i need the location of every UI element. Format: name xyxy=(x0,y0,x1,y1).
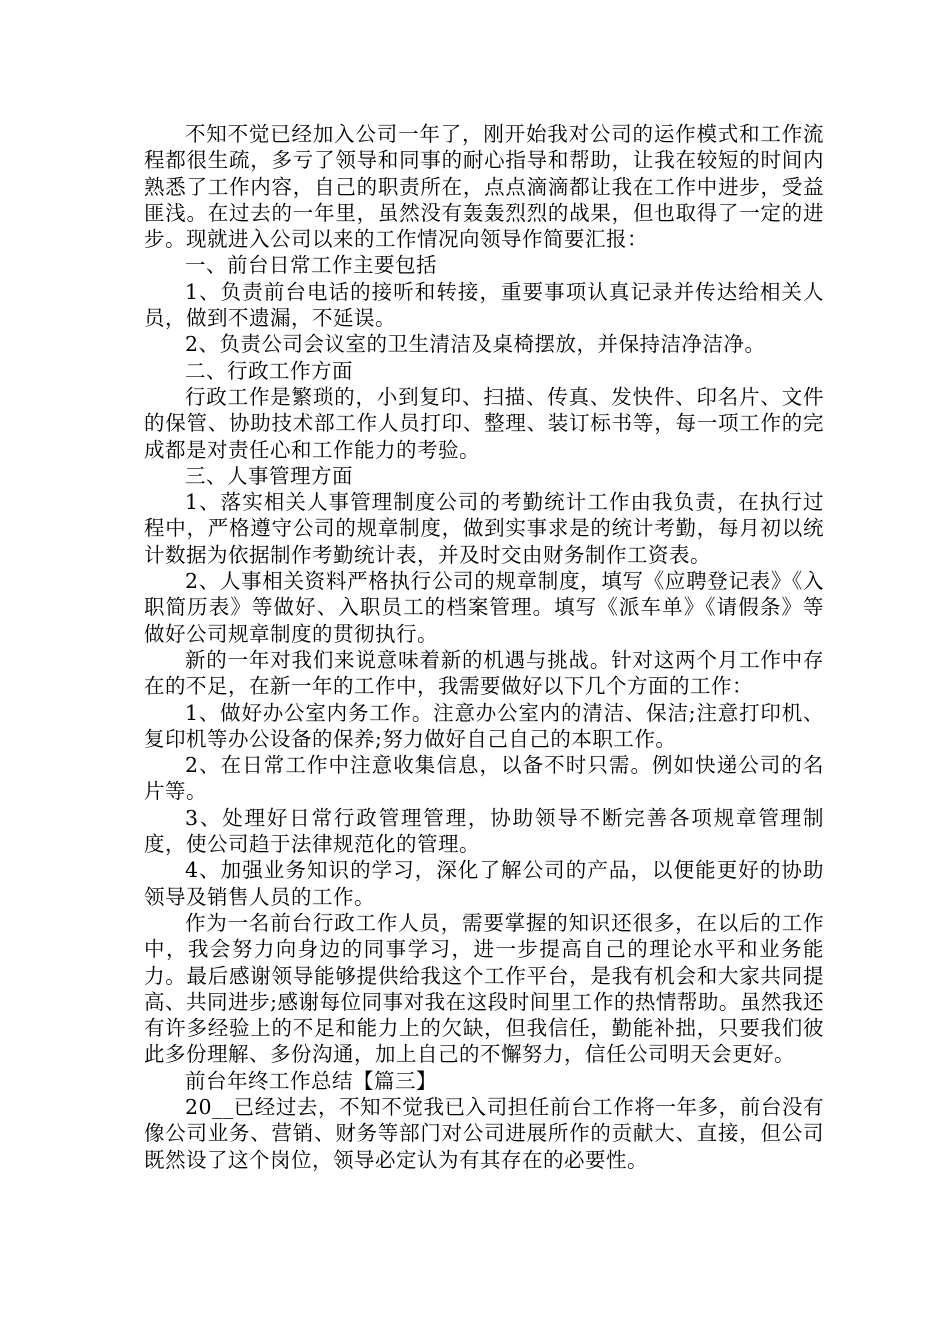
hr-item-1: 1、落实相关人事管理制度公司的考勤统计工作由我负责，在执行过程中，严格遵守公司的规章制度，做到实事求是的统计考勤，每月初以统计数据为依据制作考勤统计表，并及时交由财务制作工资表。 xyxy=(144,490,824,567)
section-heading-admin: 二、行政工作方面 xyxy=(185,358,353,383)
plan-item-4: 4、加强业务知识的学习，深化了解公司的产品，以便能更好的协助领导及销售人员的工作。 xyxy=(144,858,824,909)
plan-item-3: 3、处理好日常行政管理管理，协助领导不断完善各项规章管理制度，使公司趋于法律规范化的管理。 xyxy=(144,805,824,857)
intro-paragraph: 不知不觉已经加入公司一年了，刚开始我对公司的运作模式和工作流程都很生疏，多亏了领导和同事的耐心指导和帮助，让我在较短的时间内熟悉了工作内容，自己的职责所在，点点滴滴都让我在工作中进步，受益匪浅。在过去的一年里，虽然没有轰轰烈烈的战果，但也取得了一定的进步。现就进入公司以来的工作情况向领导作简要汇报： xyxy=(144,122,824,252)
front-desk-item-1: 1、负责前台电话的接听和转接，重要事项认真记录并传达给相关人员，做到不遗漏，不延误。 xyxy=(144,279,824,331)
front-desk-item-2: 2、负责公司会议室的卫生清洁及桌椅摆放，并保持洁净洁净。 xyxy=(185,332,766,357)
part-three-intro: 20__已经过去，不知不觉我已入司担任前台工作将一年多，前台没有像公司业务、营销、财务等部门对公司进展所作的贡献大、直接，但公司既然设了这个岗位，领导必定认为有其存在的必要性。 xyxy=(144,1094,824,1172)
section-heading-front-desk: 一、前台日常工作主要包括 xyxy=(185,253,437,278)
admin-paragraph: 行政工作是繁琐的，小到复印、扫描、传真、发快件、印名片、文件的保管、协助技术部工作人员打印、整理、装订标书等，每一项工作的完成都是对责任心和工作能力的考验。 xyxy=(144,384,824,462)
new-year-paragraph: 新的一年对我们来说意味着新的机遇与挑战。针对这两个月工作中存在的不足，在新一年的工作中，我需要做好以下几个方面的工作： xyxy=(144,647,824,699)
article-title-part-three: 前台年终工作总结【篇三】 xyxy=(185,1068,437,1093)
plan-item-2: 2、在日常工作中注意收集信息，以备不时只需。例如快递公司的名片等。 xyxy=(144,753,824,804)
hr-item-2: 2、人事相关资料严格执行公司的规章制度，填写《应聘登记表》《入职简历表》等做好、入职员工的档案管理。填写《派车单》《请假条》等做好公司规章制度的贯彻执行。 xyxy=(144,569,824,646)
plan-item-1: 1、做好办公室内务工作。注意办公室内的清洁、保洁;注意打印机、复印机等办公设备的保养;努力做好自己自己的本职工作。 xyxy=(144,700,824,751)
document-body xyxy=(144,121,824,1173)
closing-paragraph: 作为一名前台行政工作人员，需要掌握的知识还很多，在以后的工作中，我会努力向身边的同事学习，进一步提高自己的理论水平和业务能力。最后感谢领导能够提供给我这个工作平台，是我有机会和大家共同提高、共同进步;感谢每位同事对我在这段时间里工作的热情帮助。虽然我还有许多经验上的不足和能力上的欠缺，但我信任，勤能补拙，只要我们彼此多份理解、多份沟通，加上自己的不懈努力，信任公司明天会更好。 xyxy=(144,910,824,1067)
section-heading-hr: 三、人事管理方面 xyxy=(185,463,353,488)
